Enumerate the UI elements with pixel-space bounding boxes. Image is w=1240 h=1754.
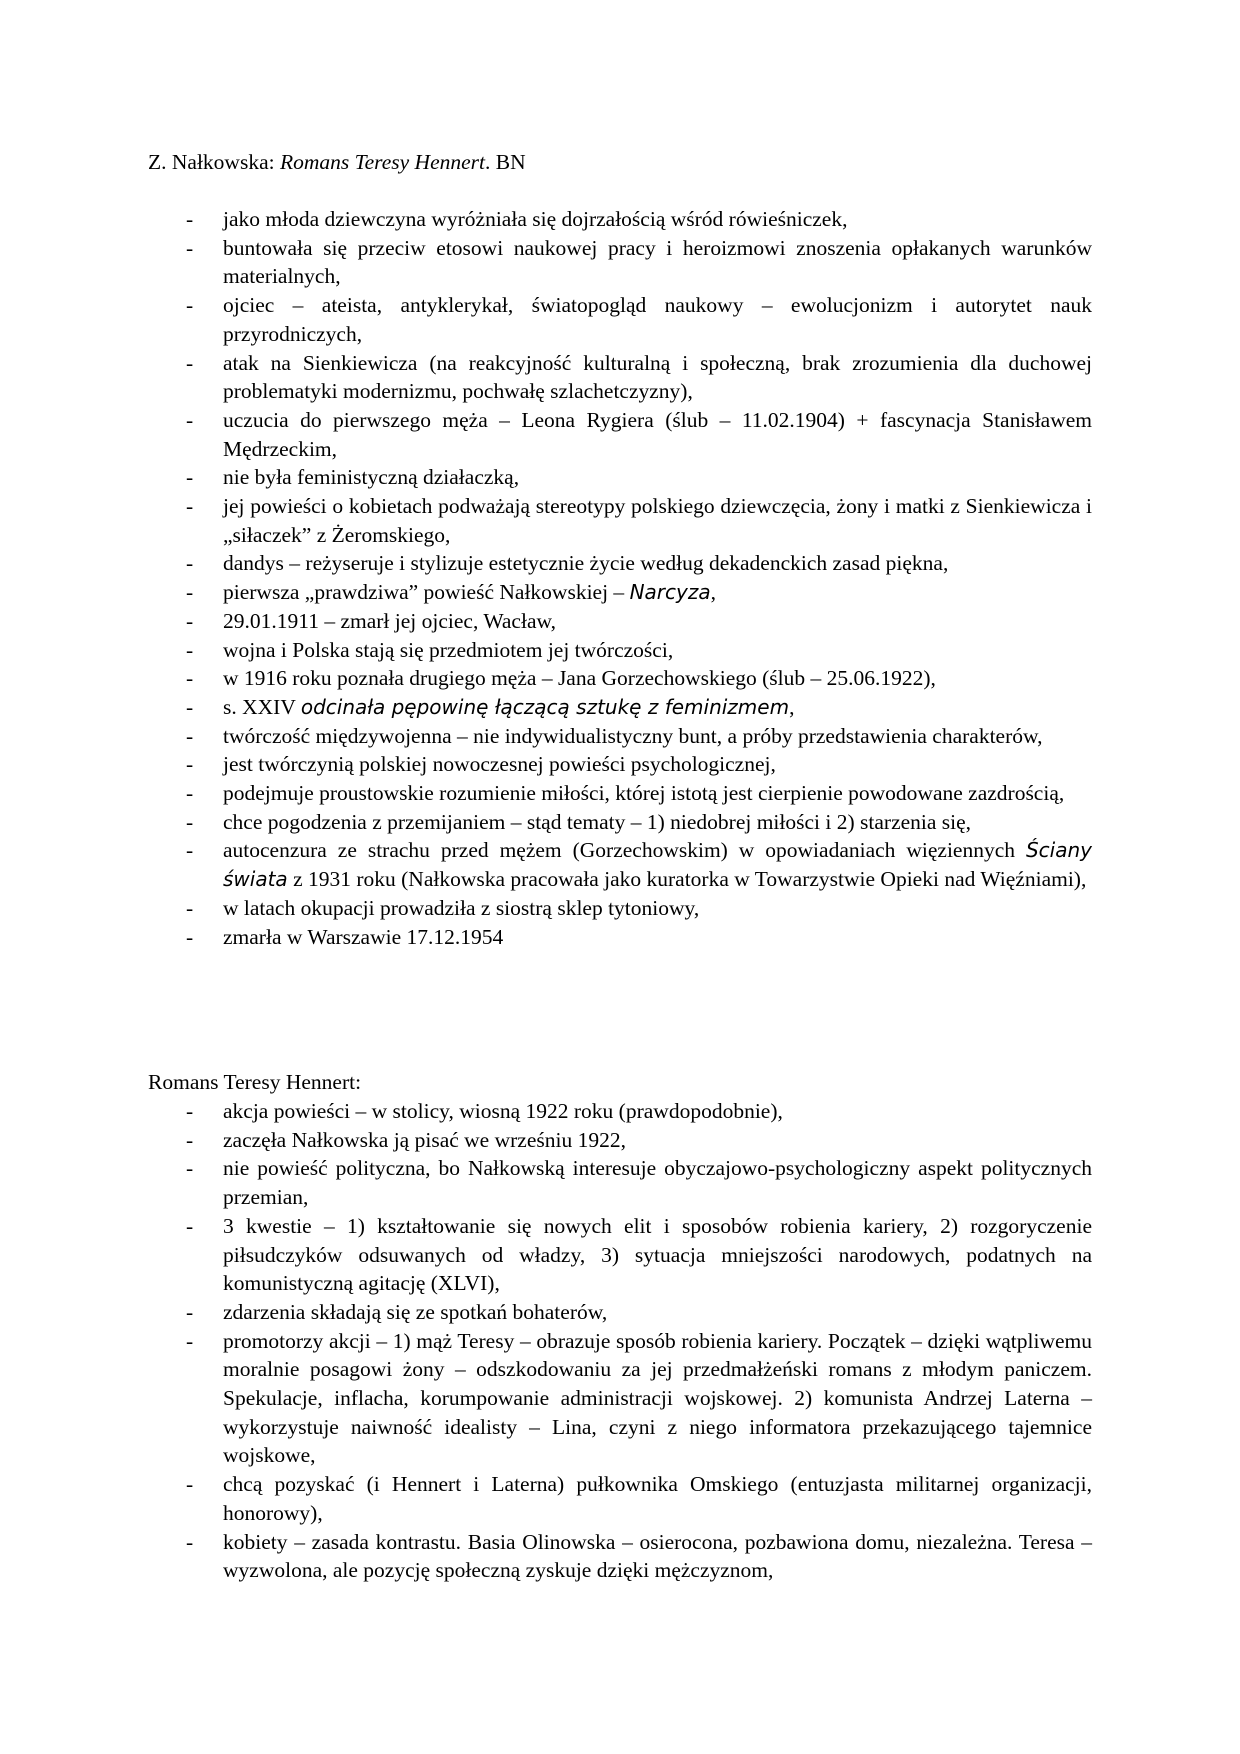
list-item xyxy=(0,664,1240,693)
bullet-dash: - xyxy=(186,551,194,576)
list-item xyxy=(0,1212,1240,1298)
document-heading xyxy=(148,148,526,177)
item-text: 29.01.1911 – zmarł jej ojciec, Wacław, xyxy=(223,608,556,633)
item-text: twórczość międzywojenna – nie indywidualistyczny bunt, a próby przedstawienia charakterów, xyxy=(223,723,1043,748)
list-item-text xyxy=(223,808,1092,837)
bullet-dash: - xyxy=(186,1127,194,1152)
item-text: atak na Sienkiewicza (na reakcyjność kulturalną i społeczną, brak zrozumienia dla duchowej problematyki modernizmu, pochwałę szlachetczyzny), xyxy=(223,350,1092,404)
bullet-dash: - xyxy=(186,752,194,777)
bullet-dash: - xyxy=(186,666,194,691)
item-text: w 1916 roku poznała drugiego męża – Jana Gorzechowskiego (ślub – 25.06.1922), xyxy=(223,666,936,691)
list-item xyxy=(0,578,1240,607)
bullet-dash: - xyxy=(186,809,194,834)
bullet-dash: - xyxy=(186,1328,194,1353)
list-item xyxy=(0,1126,1240,1155)
bullet-dash: - xyxy=(186,207,194,231)
item-text-after: , xyxy=(789,694,795,719)
list-item xyxy=(0,1470,1240,1527)
list-item-text xyxy=(223,1528,1092,1585)
bullet-dash: - xyxy=(186,1213,194,1238)
list-item xyxy=(0,349,1240,406)
bullet-dash: - xyxy=(186,235,194,260)
list-item-text xyxy=(223,349,1092,406)
item-text: s. XXIV xyxy=(223,694,301,719)
list-item-text xyxy=(223,1298,1092,1327)
item-text-after: z 1931 roku (Nałkowska pracowała jako kuratorka w Towarzystwie Opieki nad Więźniami), xyxy=(287,867,1087,892)
item-text: podejmuje proustowskie rozumienie miłości, której istotą jest cierpienie powodowane zazdrością, xyxy=(223,781,1065,806)
bullet-dash: - xyxy=(186,608,194,633)
bullet-dash: - xyxy=(186,1299,194,1324)
list-item xyxy=(0,1327,1240,1471)
list-item-text xyxy=(223,291,1092,348)
list-item xyxy=(0,549,1240,578)
list-item xyxy=(0,1097,1240,1126)
bullet-dash: - xyxy=(186,637,194,662)
item-text: ojciec – ateista, antyklerykał, światopogląd naukowy – ewolucjonizm i autorytet nauk przyrodniczych, xyxy=(223,293,1092,346)
list-item-text xyxy=(223,836,1092,893)
bullet-dash: - xyxy=(186,350,194,375)
item-text: nie powieść polityczna, bo Nałkowską interesuje obyczajowo-psychologiczny aspekt politycznych przemian, xyxy=(223,1156,1092,1210)
list-item-text xyxy=(223,923,1092,952)
list-item-text xyxy=(223,234,1092,291)
list-item xyxy=(0,291,1240,348)
bullet-dash: - xyxy=(186,781,194,806)
list-item xyxy=(0,750,1240,779)
list-item-text xyxy=(223,578,1092,607)
list-item-text xyxy=(223,463,1092,492)
item-text: zdarzenia składają się ze spotkań bohaterów, xyxy=(223,1299,608,1324)
list-item-text xyxy=(223,406,1092,463)
list-item-text xyxy=(223,205,1092,234)
item-text: w latach okupacji prowadziła z siostrą sklep tytoniowy, xyxy=(223,895,700,920)
list-item-text xyxy=(223,1470,1092,1527)
list-item-text xyxy=(223,1154,1092,1211)
item-text: wojna i Polska stają się przedmiotem jej twórczości, xyxy=(223,637,674,662)
list-item xyxy=(0,693,1240,722)
bullet-dash: - xyxy=(186,838,194,863)
list-item-text xyxy=(223,607,1092,636)
list-item xyxy=(0,779,1240,808)
item-text: chce pogodzenia z przemijaniem – stąd tematy – 1) niedobrej miłości i 2) starzenia się, xyxy=(223,809,972,834)
item-text: chcą pozyskać (i Hennert i Laterna) pułkownika Omskiego (entuzjasta militarnej organizacji, honorowy), xyxy=(223,1472,1092,1525)
bullet-dash: - xyxy=(186,895,194,920)
list-item xyxy=(0,234,1240,291)
list-item-text xyxy=(223,549,1092,578)
bullet-dash: - xyxy=(186,494,194,519)
item-text: pierwsza „prawdziwa” powieść Nałkowskiej – xyxy=(223,580,630,605)
bullet-dash: - xyxy=(186,580,194,605)
bullet-dash: - xyxy=(186,1099,194,1123)
list-item xyxy=(0,894,1240,923)
list-item-text xyxy=(223,1097,1092,1126)
bullet-dash: - xyxy=(186,924,194,949)
item-text: 3 kwestie – 1) kształtowanie się nowych elit i sposobów robienia kariery, 2) rozgoryczenie piłsudczyków odsuwanych od władzy, 3) sytuacja mniejszości narodowych, podatnych na komunistyczną agitację (XLVI), xyxy=(223,1213,1092,1296)
item-italic-title: Ściany świata xyxy=(223,838,1092,892)
item-text: zmarła w Warszawie 17.12.1954 xyxy=(223,924,504,949)
list-item-text xyxy=(223,693,1092,722)
heading-prefix: Z. Nałkowska: xyxy=(148,150,280,174)
list-item xyxy=(0,636,1240,665)
list-item xyxy=(0,607,1240,636)
heading-title: Romans Teresy Hennert xyxy=(279,150,485,174)
section-heading: Romans Teresy Hennert: xyxy=(148,1070,362,1094)
list-item xyxy=(0,205,1240,234)
heading-suffix: . BN xyxy=(485,150,526,174)
bullet-dash: - xyxy=(186,723,194,748)
novel-notes-list xyxy=(0,1097,1240,1585)
item-text-after: , xyxy=(710,580,716,605)
list-item-text xyxy=(223,1327,1092,1471)
list-item-text xyxy=(223,750,1092,779)
bullet-dash: - xyxy=(186,1156,194,1181)
biography-list xyxy=(0,205,1240,951)
item-text: uczucia do pierwszego męża – Leona Rygiera (ślub – 11.02.1904) + fascynacja Stanisławem Mędrzeckim, xyxy=(223,407,1092,461)
item-text: jako młoda dziewczyna wyróżniała się dojrzałością wśród rówieśniczek, xyxy=(223,207,848,231)
item-italic-title: odcinała pępowinę łączącą sztukę z feminizmem xyxy=(300,694,790,719)
list-item xyxy=(0,1528,1240,1585)
item-italic-title: Narcyza xyxy=(629,580,711,605)
list-item xyxy=(0,836,1240,893)
bullet-dash: - xyxy=(186,293,194,318)
item-text: jest twórczynią polskiej nowoczesnej powieści psychologicznej, xyxy=(223,752,776,777)
item-text: buntowała się przeciw etosowi naukowej pracy i heroizmowi znoszenia opłakanych warunków materialnych, xyxy=(223,235,1092,289)
item-text: nie była feministyczną działaczką, xyxy=(223,465,520,490)
list-item-text xyxy=(223,894,1092,923)
item-text: jej powieści o kobietach podważają stereotypy polskiego dziewczęcia, żony i matki z Sienkiewicza i „siłaczek” z Żeromskiego, xyxy=(223,494,1092,547)
bullet-dash: - xyxy=(186,1529,194,1554)
list-item-text xyxy=(223,664,1092,693)
list-item-text xyxy=(223,1126,1092,1155)
bullet-dash: - xyxy=(186,407,194,432)
list-item xyxy=(0,923,1240,952)
list-item-text xyxy=(223,636,1092,665)
list-item-text xyxy=(223,779,1092,808)
list-item xyxy=(0,808,1240,837)
bullet-dash: - xyxy=(186,694,194,719)
list-item xyxy=(0,463,1240,492)
item-text: dandys – reżyseruje i stylizuje estetycznie życie według dekadenckich zasad piękna, xyxy=(223,551,949,576)
list-item-text xyxy=(223,1212,1092,1298)
list-item xyxy=(0,1298,1240,1327)
item-text: akcja powieści – w stolicy, wiosną 1922 roku (prawdopodobnie), xyxy=(223,1099,783,1123)
item-text: autocenzura ze strachu przed mężem (Gorzechowskim) w opowiadaniach więziennych xyxy=(223,838,1026,863)
list-item xyxy=(0,492,1240,549)
list-item-text xyxy=(223,492,1092,549)
item-text: promotorzy akcji – 1) mąż Teresy – obrazuje sposób robienia kariery. Początek – dzięki wątpliwemu moralnie posagowi żony – odszkodowaniu za jej przedmałżeński romans z młodym paniczem. Spekulacje, inflacha, korumpowanie administracji wojskowej. 2) komunista Andrzej Laterna – wykorzystuje naiwność idealisty – Lina, czyni z niego informatora przekazującego tajemnice wojskowe, xyxy=(223,1328,1092,1468)
list-item-text xyxy=(223,722,1092,751)
bullet-dash: - xyxy=(186,465,194,490)
bullet-dash: - xyxy=(186,1472,194,1497)
item-text: kobiety – zasada kontrastu. Basia Olinowska – osierocona, pozbawiona domu, niezależna. Teresa – wyzwolona, ale pozycję społeczną zyskuje dzięki mężczyznom, xyxy=(223,1529,1092,1583)
item-text: zaczęła Nałkowska ją pisać we wrześniu 1922, xyxy=(223,1127,626,1152)
list-item xyxy=(0,1154,1240,1211)
list-item xyxy=(0,406,1240,463)
list-item xyxy=(0,722,1240,751)
